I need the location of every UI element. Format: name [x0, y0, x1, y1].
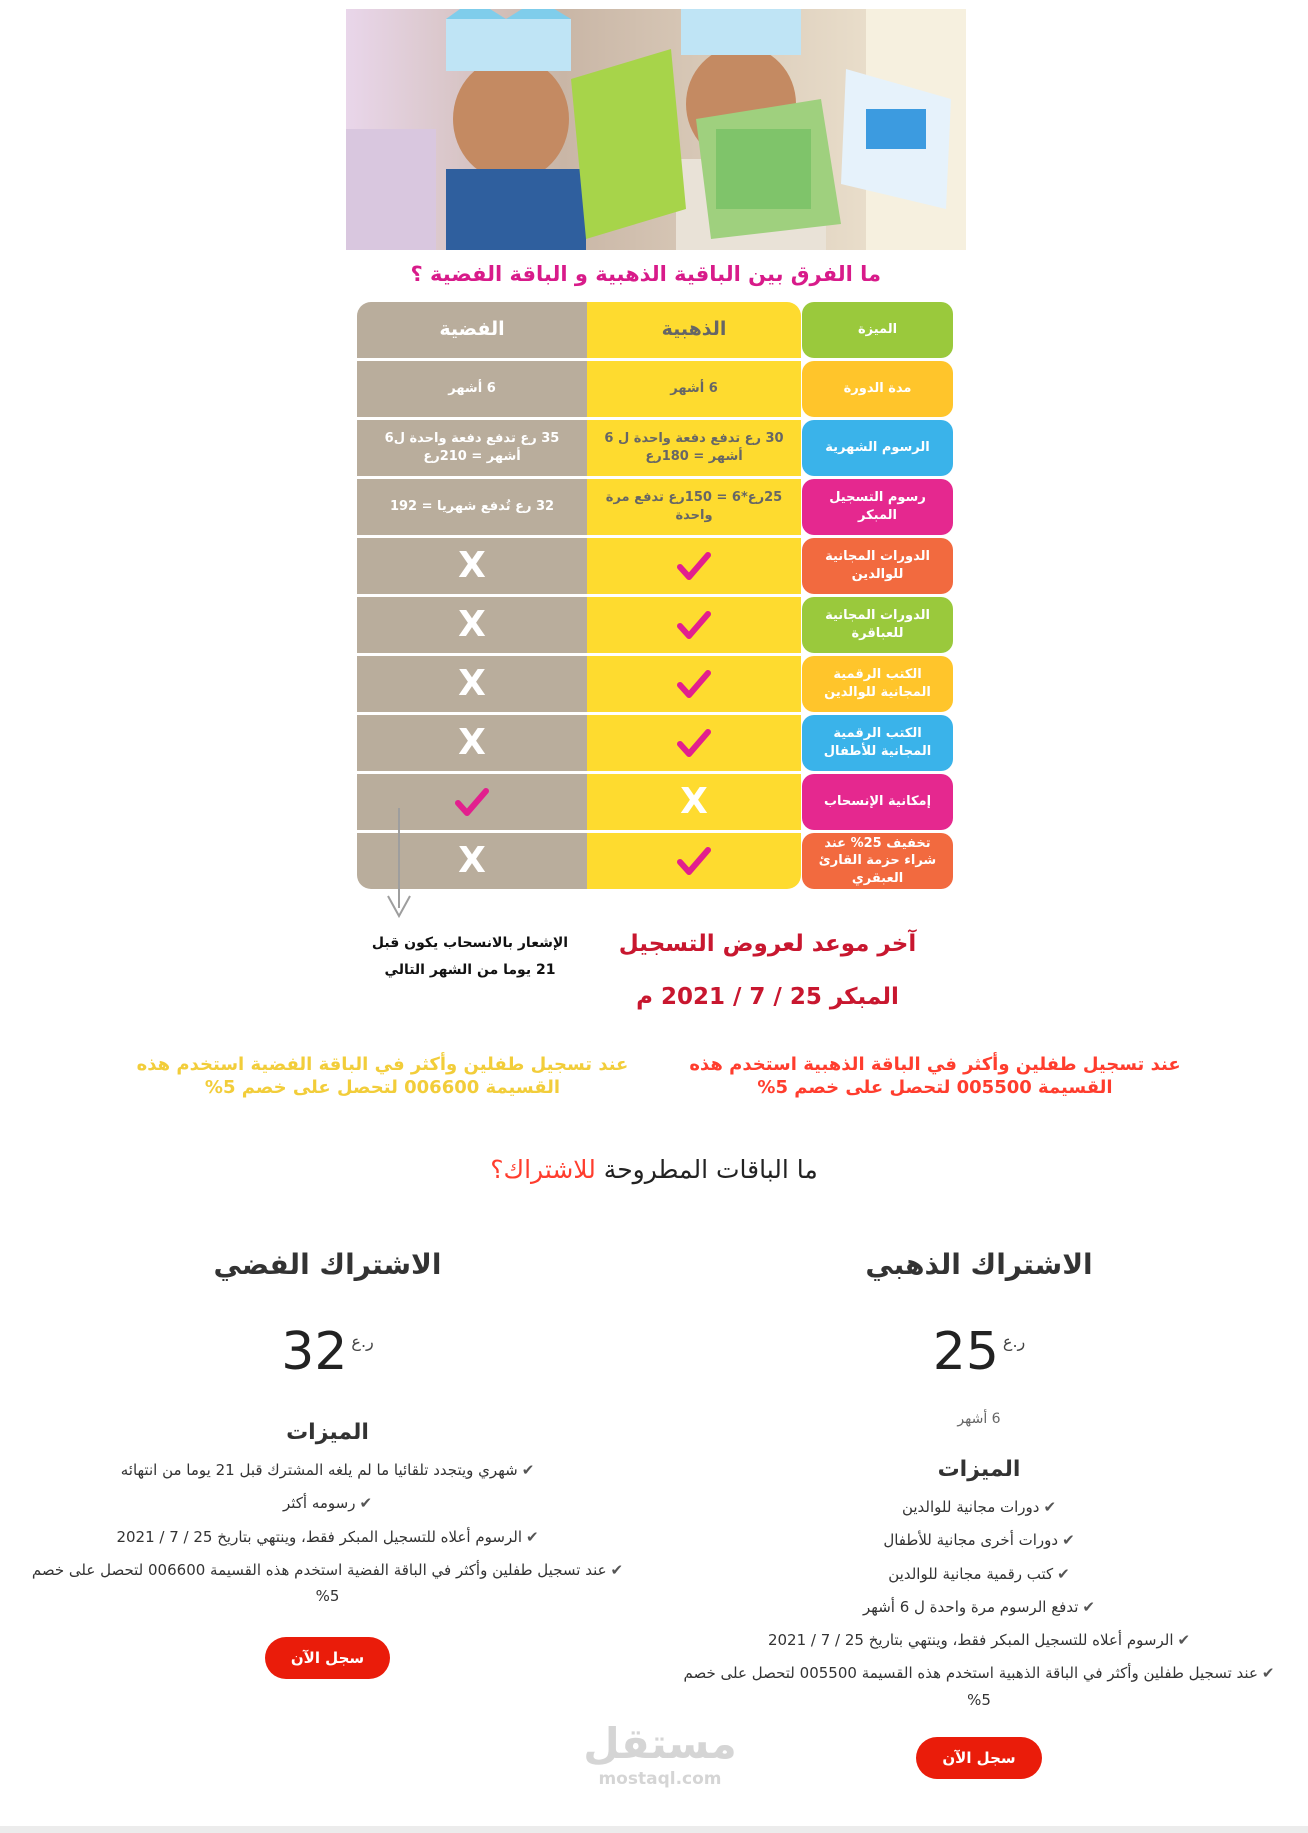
check-icon: ✔: [1177, 1631, 1191, 1649]
gold-cell-text: 6 أشهر: [587, 361, 801, 417]
list-item: ✔شهري ويتجدد تلقائيا ما لم يلغه المشترك قبل 21 يوما من انتهائه: [120, 1461, 535, 1479]
plan-gold-price-wrap: [650, 1322, 1308, 1396]
list-item: ✔دورات مجانية للوالدين: [901, 1498, 1057, 1516]
feature-label: الدورات المجانية للعباقرة: [802, 597, 953, 653]
watermark-ar: مستقل: [583, 1719, 737, 1768]
plan-gold-name: الاشتراك الذهبي: [865, 1248, 1093, 1281]
plan-silver-name: الاشتراك الفضي: [213, 1248, 442, 1281]
table-header-row: [357, 302, 953, 358]
table-row: [357, 479, 953, 535]
gold-cell-text: 25رع*6 = 150رع تدفع مرة واحدة: [587, 479, 801, 535]
feature-label: الكتب الرقمية المجانية للوالدين: [802, 656, 953, 712]
header-silver: الفضية: [357, 302, 587, 358]
deadline-line-1: آخر موعد لعروض التسجيل: [618, 931, 917, 957]
down-arrow-icon: [386, 808, 412, 928]
plan-silver-price: 32: [281, 1322, 348, 1382]
table-row: [357, 361, 953, 417]
plan-silver-features: [0, 1457, 655, 1609]
table-row: [357, 833, 953, 889]
silver-x-icon: X: [357, 833, 587, 889]
gold-register-button[interactable]: سجل الآن: [916, 1737, 1041, 1779]
table-row: [357, 715, 953, 771]
comparison-title: ما الفرق بين الباقية الذهبية و الباقة الفضية ؟: [410, 262, 881, 286]
feature-label: إمكانية الإنسحاب: [802, 774, 953, 830]
header-gold: الذهبية: [587, 302, 801, 358]
plan-gold: [650, 1248, 1308, 1779]
feature-label: مدة الدورة: [802, 361, 953, 417]
table-row: [357, 656, 953, 712]
check-icon: ✔: [1043, 1498, 1057, 1516]
plan-gold-features-title: الميزات: [937, 1457, 1021, 1482]
plan-gold-currency: ر.ع: [1002, 1332, 1026, 1351]
feature-label: الرسوم الشهرية: [802, 420, 953, 476]
gold-check-icon: [587, 656, 801, 712]
silver-x-icon: X: [357, 715, 587, 771]
plan-silver-currency: ر.ع: [351, 1332, 374, 1351]
check-icon: ✔: [359, 1494, 373, 1513]
deadline-line-2: المبكر 25 / 7 / 2021 م: [636, 983, 899, 1010]
list-item: ✔كتب رقمية مجانية للوالدين: [888, 1564, 1070, 1583]
gold-check-icon: [587, 833, 801, 889]
list-item: ✔رسومه أكثر: [282, 1494, 373, 1513]
gold-check-icon: [587, 715, 801, 771]
list-item: ✔عند تسجيل طفلين وأكثر في الباقة الفضية استخدم هذه القسيمة 006600 لتحصل على خصم 5%: [31, 1560, 624, 1605]
check-icon: ✔: [525, 1527, 539, 1546]
feature-label: الدورات المجانية للوالدين: [802, 538, 953, 594]
footer-divider: [0, 1826, 1308, 1833]
check-icon: ✔: [1261, 1664, 1275, 1683]
gold-x-icon: X: [587, 774, 801, 830]
list-item: ✔الرسوم أعلاه للتسجيل المبكر فقط، وينتهي بتاريخ 25 / 7 / 2021: [116, 1527, 539, 1546]
feature-label: تخفيف 25% عند شراء حزمة القارئ العبقري: [802, 833, 953, 889]
plan-gold-duration: 6 أشهر: [957, 1411, 1001, 1427]
silver-cell-text: 32 رع تُدفع شهريا = 192: [357, 479, 587, 535]
deadline-note: [600, 918, 935, 1024]
packages-title-main: ما الباقات المطروحة: [595, 1155, 818, 1184]
check-icon: ✔: [1057, 1564, 1070, 1583]
coupon-silver-note: عند تسجيل طفلين وأكثر في الباقة الفضية استخدم هذه القسيمة 006600 لتحصل على خصم 5%: [136, 1054, 629, 1099]
packages-title-accent: للاشتراك؟: [490, 1155, 596, 1184]
silver-x-icon: X: [357, 538, 587, 594]
list-item: ✔عند تسجيل طفلين وأكثر في الباقة الذهبية استخدم هذه القسيمة 005500 لتحصل على خصم 5%: [683, 1664, 1275, 1709]
watermark-en: mostaql.com: [598, 1769, 722, 1789]
plan-gold-features: [650, 1494, 1308, 1713]
table-row: [357, 597, 953, 653]
check-icon: ✔: [610, 1560, 624, 1579]
table-row: [357, 538, 953, 594]
mostaql-watermark: [560, 1719, 760, 1789]
list-item: ✔الرسوم أعلاه للتسجيل المبكر فقط، وينتهي بتاريخ 25 / 7 / 2021: [767, 1631, 1191, 1649]
table-row: [357, 420, 953, 476]
hero-photo: [346, 9, 966, 250]
check-icon: ✔: [521, 1461, 535, 1479]
silver-x-icon: X: [357, 656, 587, 712]
plan-silver-features-title: الميزات: [286, 1420, 369, 1445]
silver-cell-text: 6 أشهر: [357, 361, 587, 417]
gold-check-icon: [587, 538, 801, 594]
feature-label: الكتب الرقمية المجانية للأطفال: [802, 715, 953, 771]
gold-check-icon: [587, 597, 801, 653]
table-row: [357, 774, 953, 830]
withdraw-note: الإشعار بالانسحاب يكون قبل 21 يوما من الشهر التالي: [371, 935, 569, 979]
plan-gold-price: 25: [932, 1322, 999, 1382]
silver-register-button[interactable]: سجل الآن: [265, 1637, 390, 1679]
silver-x-icon: X: [357, 597, 587, 653]
plan-silver: [0, 1248, 655, 1679]
check-icon: ✔: [1082, 1597, 1095, 1616]
packages-title: [0, 1155, 1308, 1184]
feature-label: رسوم التسجيل المبكر: [802, 479, 953, 535]
header-feature: الميزة: [802, 302, 953, 358]
coupon-gold-note: عند تسجيل طفلين وأكثر في الباقة الذهبية استخدم هذه القسيمة 005500 لتحصل على خصم 5%: [689, 1054, 1181, 1099]
check-icon: ✔: [1062, 1531, 1075, 1550]
list-item: ✔دورات أخرى مجانية للأطفال: [883, 1531, 1075, 1550]
hero-illustration: [346, 9, 966, 250]
silver-cell-text: 35 رع تدفع دفعة واحدة ل6 أشهر = 210رع: [357, 420, 587, 476]
plan-silver-price-wrap: [0, 1322, 655, 1396]
list-item: ✔تدفع الرسوم مرة واحدة ل 6 أشهر: [863, 1597, 1095, 1616]
gold-cell-text: 30 رع تدفع دفعة واحدة ل 6 أشهر = 180رع: [587, 420, 801, 476]
